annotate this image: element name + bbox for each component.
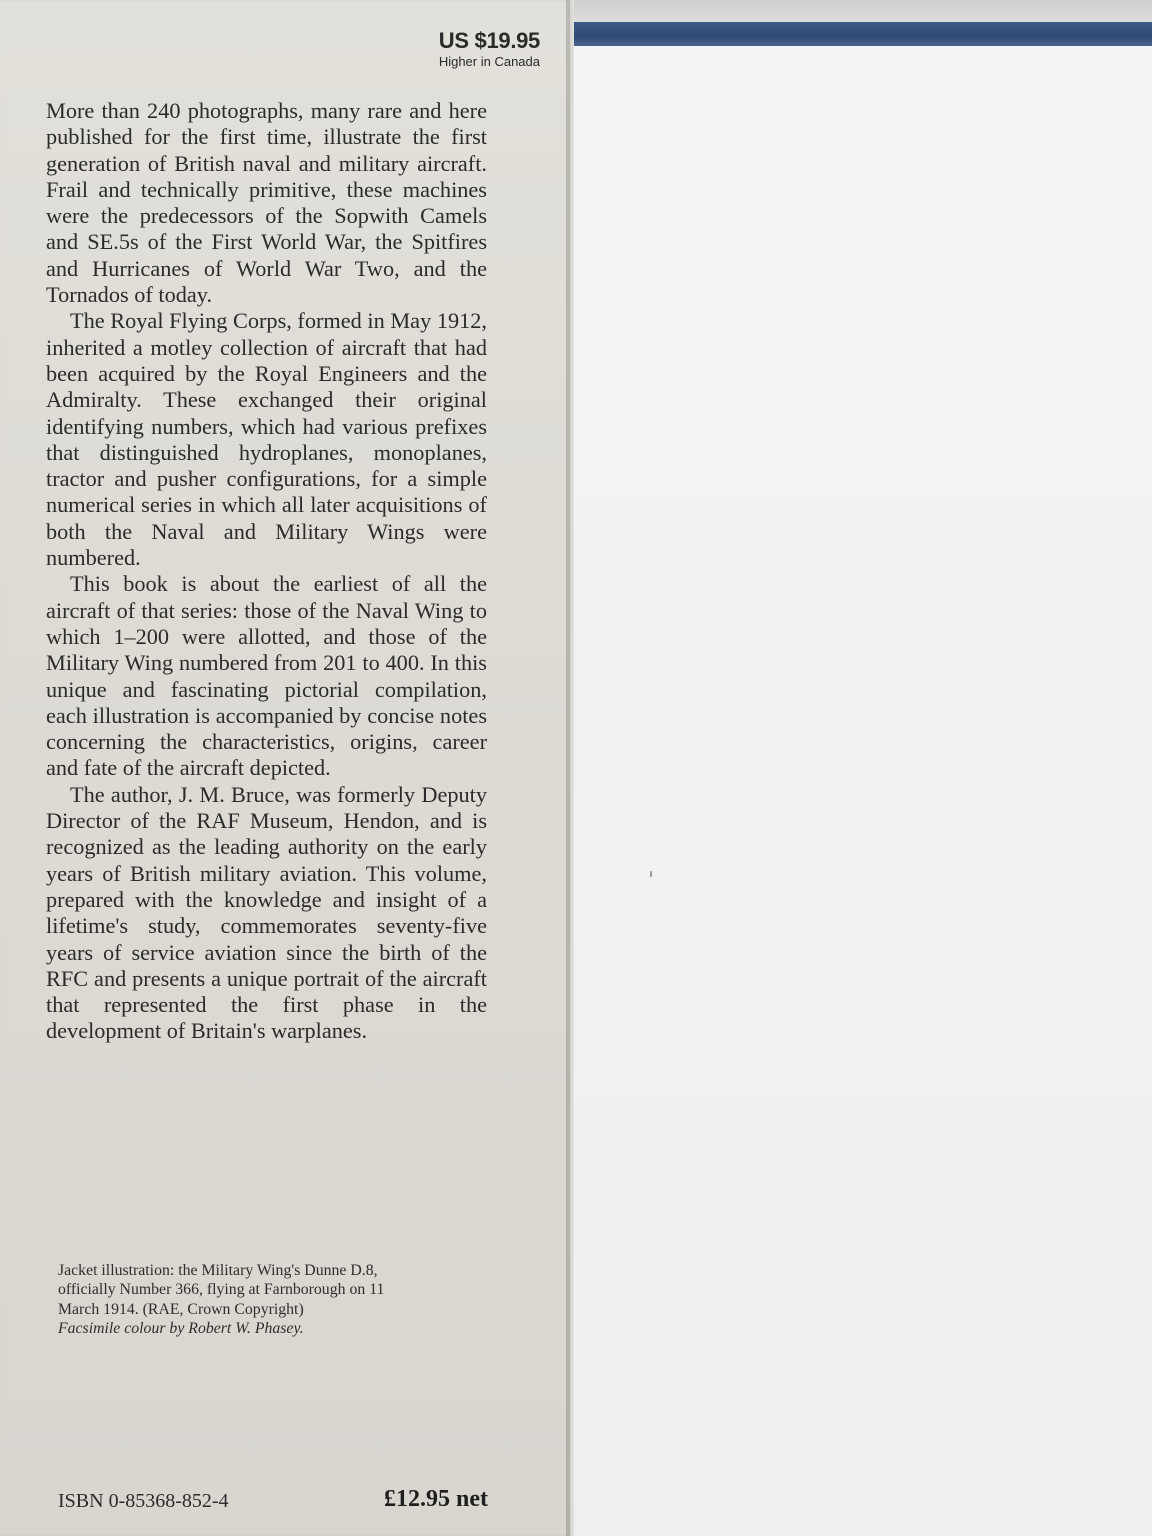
credit-line: officially Number 366, flying at Farnborough on 11 — [58, 1281, 385, 1299]
board-speck — [650, 871, 652, 877]
credit-line: March 1914. (RAE, Crown Copyright) — [58, 1300, 304, 1318]
blurb-paragraph: The Royal Flying Corps, formed in May 1912, inherited a motley collection of aircraft that had been acquired by the Royal Engineers and the Admiralty. These exchanged their original identifying numbers, which had various prefixes that distinguished hydroplanes, monoplanes, tractor and pusher configurations, for a simple numerical series in which all later acquisitions of both the Naval and Military Wings were numbered. — [46, 308, 487, 571]
facsimile-credit: Facsimile colour by Robert W. Phasey. — [58, 1319, 304, 1337]
price-us: US $19.95 — [438, 28, 540, 53]
board-cloth-band — [574, 22, 1152, 46]
blurb-paragraph: More than 240 photographs, many rare and here published for the first time, illustrate the first generation of British naval and military aircraft. Frail and technically primitive, these machines were the predecessors of the Sopwith Camels and SE.5s of the First World War, the Spitfires and Hurricanes of World War Two, and the Tornados of today. — [46, 98, 487, 308]
credit-line: Jacket illustration: the Military Wing's Dunne D.8, — [58, 1262, 378, 1279]
blurb-paragraph: The author, J. M. Bruce, was formerly Deputy Director of the RAF Museum, Hendon, and is recognized as the leading authority on the early years of British military aviation. This volume, prepared with the knowledge and insight of a lifetime's study, commemorates seventy-five years of service aviation since the birth of the RFC and presents a unique portrait of the aircraft that represented the first phase in the development of Britain's warplanes. — [46, 781, 487, 1044]
price-canada-note: Higher in Canada — [438, 54, 540, 69]
board-top-edge — [574, 0, 1152, 22]
blurb-paragraph: This book is about the earliest of all the aircraft of that series: those of the Naval Wing to which 1–200 were allotted, and those of the Military Wing numbered from 201 to 400. In this unique and fascinating pictorial compilation, each illustration is accompanied by concise notes concerning the characteristics, origins, career and fate of the aircraft depicted. — [46, 571, 487, 781]
book-board — [574, 22, 1152, 1536]
jacket-credits — [58, 1261, 508, 1338]
price-uk: £12.95 net — [384, 1486, 488, 1512]
isbn: ISBN 0-85368-852-4 — [58, 1490, 229, 1512]
blurb — [46, 98, 487, 1045]
